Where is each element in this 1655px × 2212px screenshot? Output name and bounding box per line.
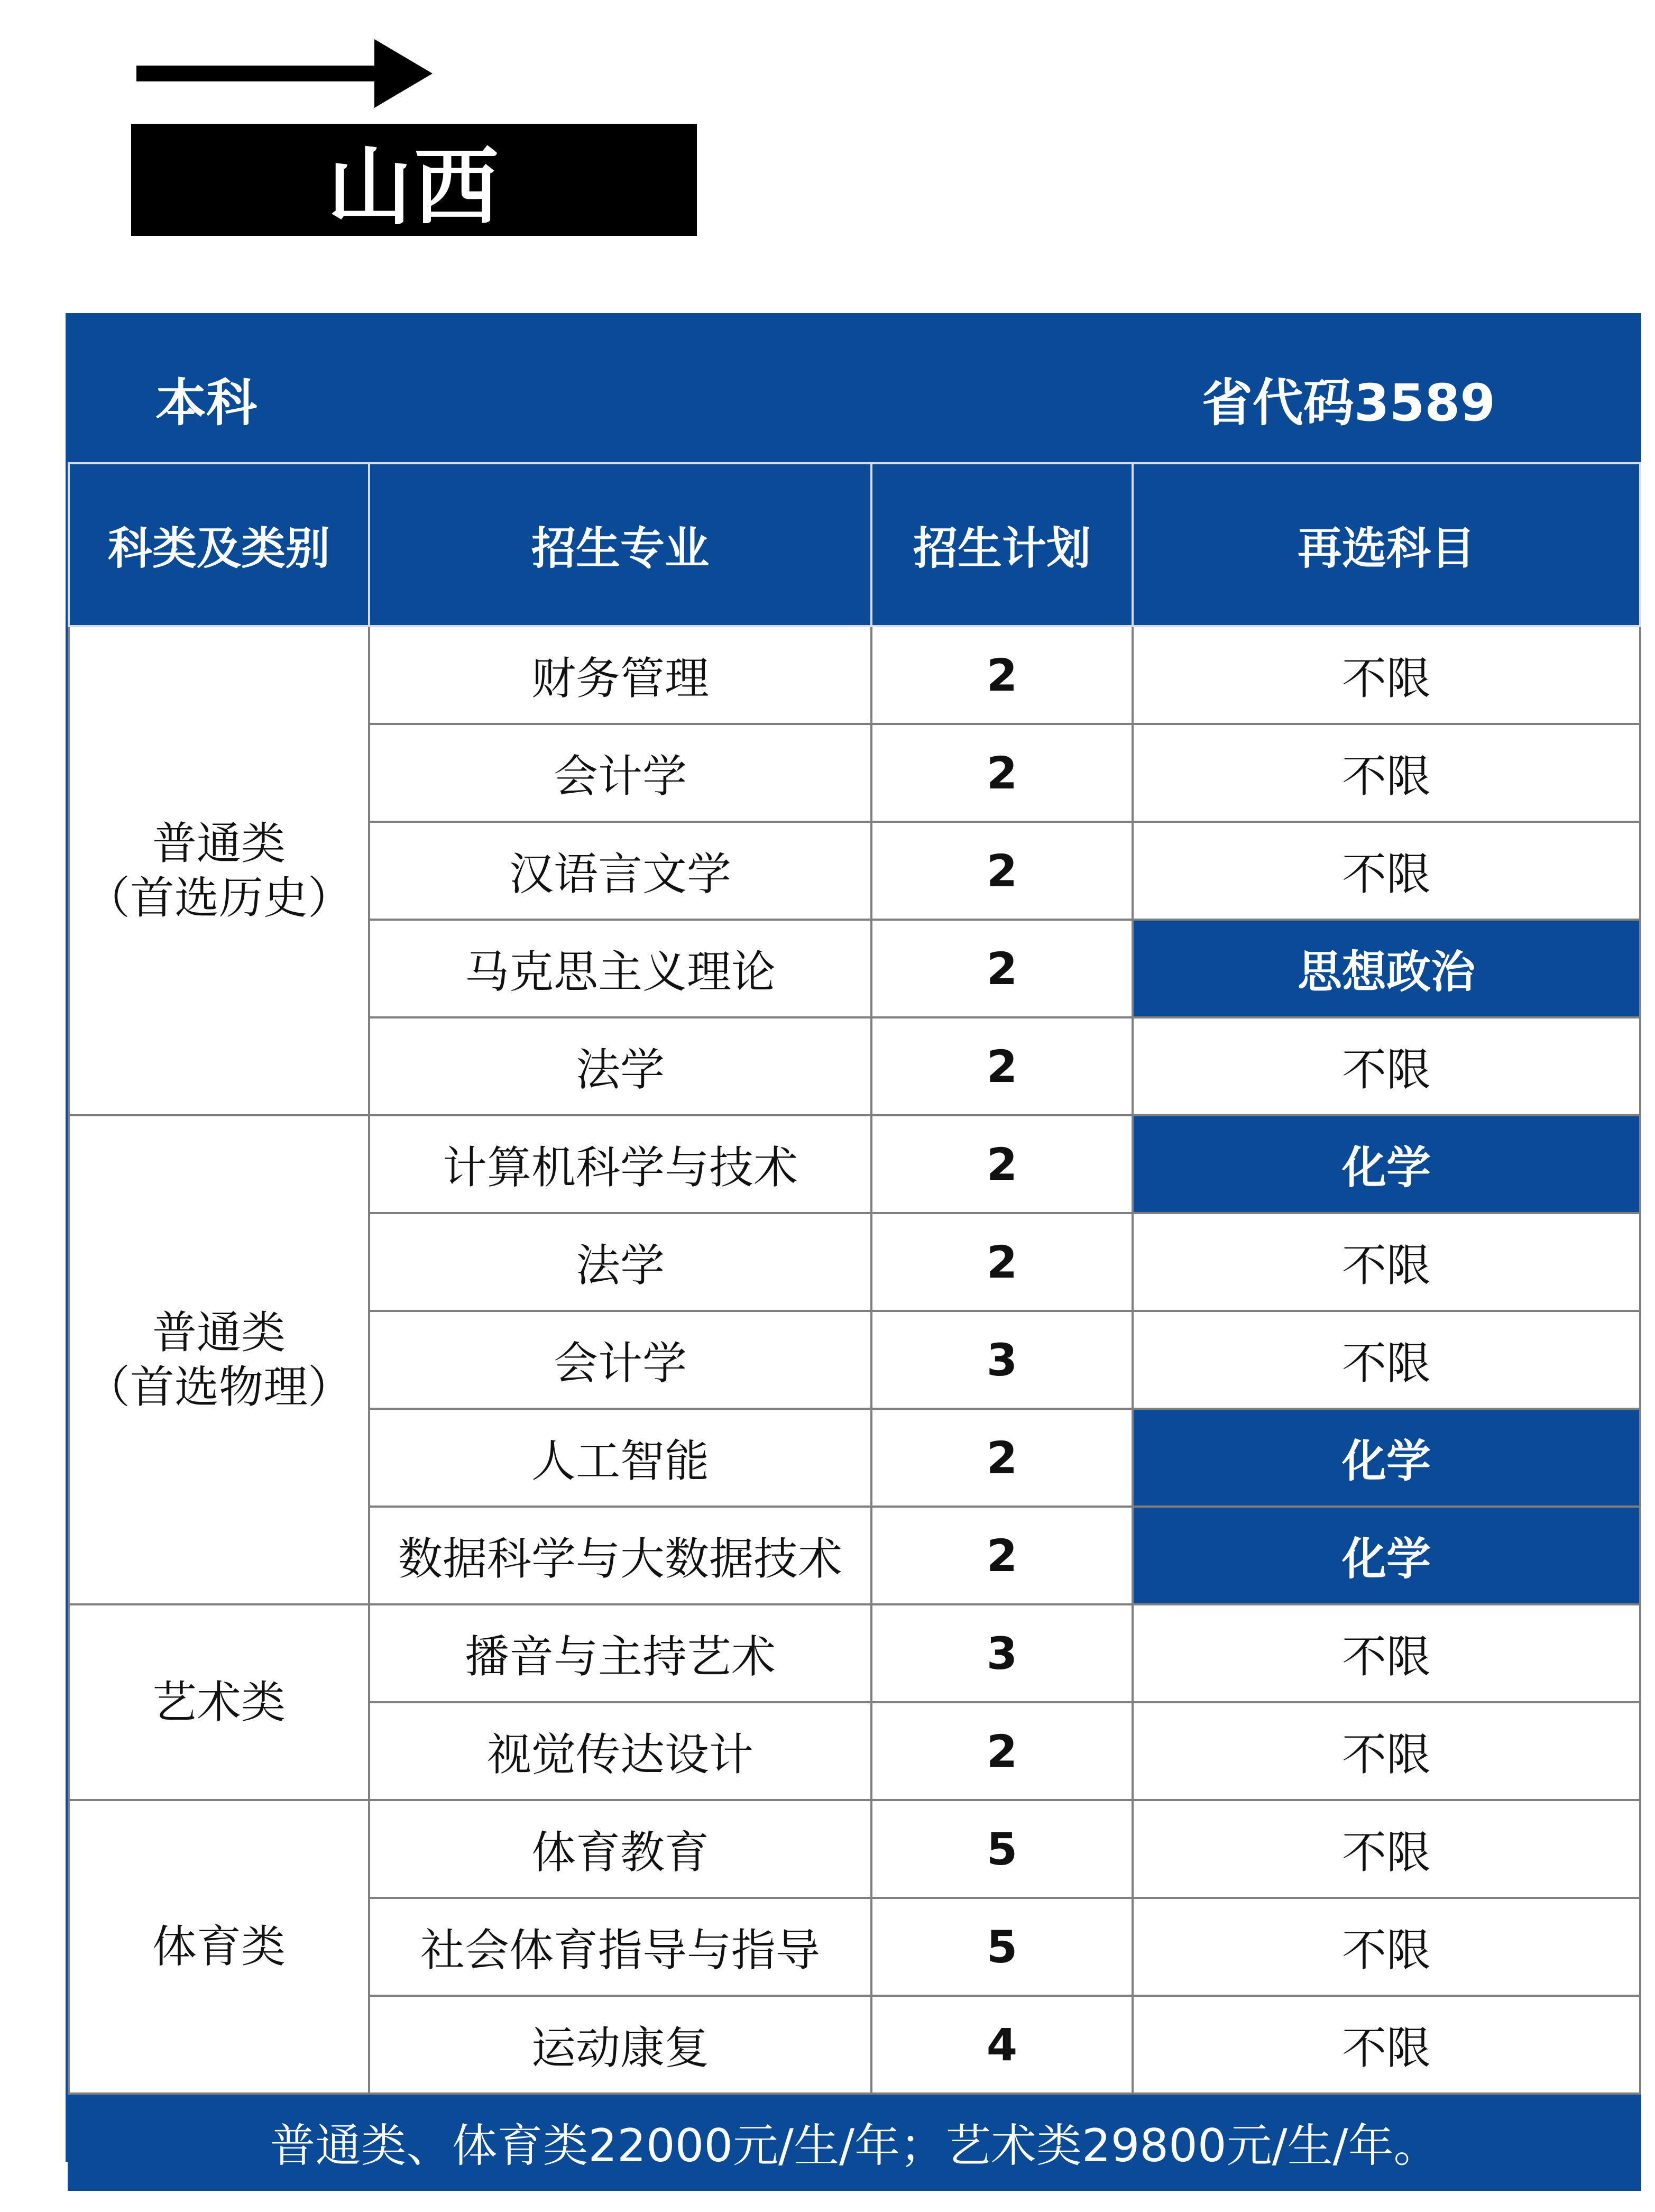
subject-cell-highlight: 思想政治 <box>1133 920 1640 1017</box>
category-cell <box>69 626 369 1115</box>
plan-cell: 2 <box>871 1017 1133 1115</box>
table-banner <box>68 315 1639 462</box>
plan-cell: 3 <box>871 1311 1133 1409</box>
education-level-label: 本科 <box>155 373 257 433</box>
subject-cell-highlight: 化学 <box>1133 1507 1640 1604</box>
table-row <box>69 1604 1640 1702</box>
province-title <box>131 124 697 236</box>
major-cell: 会计学 <box>369 1311 871 1409</box>
subject-cell: 不限 <box>1133 1898 1640 1996</box>
plan-cell: 2 <box>871 1115 1133 1213</box>
plan-cell: 2 <box>871 724 1133 822</box>
major-cell: 马克思主义理论 <box>369 920 871 1017</box>
category-name: 普通类 <box>152 1307 286 1359</box>
plan-cell: 2 <box>871 920 1133 1017</box>
subject-cell: 不限 <box>1133 1311 1640 1409</box>
major-cell: 法学 <box>369 1017 871 1115</box>
subject-cell: 不限 <box>1133 1017 1640 1115</box>
plan-cell: 5 <box>871 1800 1133 1898</box>
plan-cell: 4 <box>871 1996 1133 2094</box>
major-cell: 数据科学与大数据技术 <box>369 1507 871 1604</box>
header-category: 科类及类别 <box>69 463 369 626</box>
subject-cell: 不限 <box>1133 626 1640 724</box>
table-row <box>69 626 1640 724</box>
category-name: 普通类 <box>152 818 286 870</box>
plan-cell: 2 <box>871 626 1133 724</box>
table-header-row <box>69 463 1640 626</box>
subject-cell: 不限 <box>1133 724 1640 822</box>
tuition-note: 普通类、体育类22000元/生/年；艺术类29800元/生/年。 <box>69 2094 1640 2190</box>
subject-cell: 不限 <box>1133 1213 1640 1311</box>
header-plan: 招生计划 <box>871 463 1133 626</box>
subject-cell-highlight: 化学 <box>1133 1115 1640 1213</box>
major-cell: 计算机科学与技术 <box>369 1115 871 1213</box>
tuition-footer-row <box>69 2094 1640 2190</box>
category-subtype: （首选历史） <box>85 871 352 924</box>
subject-cell: 不限 <box>1133 822 1640 920</box>
header-subject: 再选科目 <box>1133 463 1640 626</box>
major-cell: 汉语言文学 <box>369 822 871 920</box>
plan-cell: 2 <box>871 1409 1133 1507</box>
category-name: 艺术类 <box>152 1676 286 1728</box>
category-cell <box>69 1115 369 1604</box>
subject-cell-highlight: 化学 <box>1133 1409 1640 1507</box>
arrow-right-icon <box>136 38 433 112</box>
plan-cell: 2 <box>871 822 1133 920</box>
subject-cell: 不限 <box>1133 1604 1640 1702</box>
major-cell: 会计学 <box>369 724 871 822</box>
province-code-label: 省代码3589 <box>1201 373 1495 433</box>
subject-cell: 不限 <box>1133 1996 1640 2094</box>
major-cell: 播音与主持艺术 <box>369 1604 871 1702</box>
category-cell <box>69 1800 369 2094</box>
category-cell <box>69 1604 369 1800</box>
table-row <box>69 1800 1640 1898</box>
major-cell: 法学 <box>369 1213 871 1311</box>
plan-cell: 3 <box>871 1604 1133 1702</box>
category-subtype: （首选物理） <box>85 1361 352 1413</box>
plan-cell: 2 <box>871 1213 1133 1311</box>
header-major: 招生专业 <box>369 463 871 626</box>
major-cell: 体育教育 <box>369 1800 871 1898</box>
plan-cell: 5 <box>871 1898 1133 1996</box>
province-title-text: 山西 <box>327 137 501 236</box>
major-cell: 视觉传达设计 <box>369 1702 871 1800</box>
major-cell: 人工智能 <box>369 1409 871 1507</box>
category-name: 体育类 <box>152 1921 286 1973</box>
major-cell: 社会体育指导与指导 <box>369 1898 871 1996</box>
plan-cell: 2 <box>871 1507 1133 1604</box>
plan-cell: 2 <box>871 1702 1133 1800</box>
subject-cell: 不限 <box>1133 1800 1640 1898</box>
major-cell: 运动康复 <box>369 1996 871 2094</box>
admission-plan-table <box>68 462 1641 2191</box>
major-cell: 财务管理 <box>369 626 871 724</box>
subject-cell: 不限 <box>1133 1702 1640 1800</box>
table-row <box>69 1115 1640 1213</box>
admission-plan-table-container <box>66 313 1641 2172</box>
